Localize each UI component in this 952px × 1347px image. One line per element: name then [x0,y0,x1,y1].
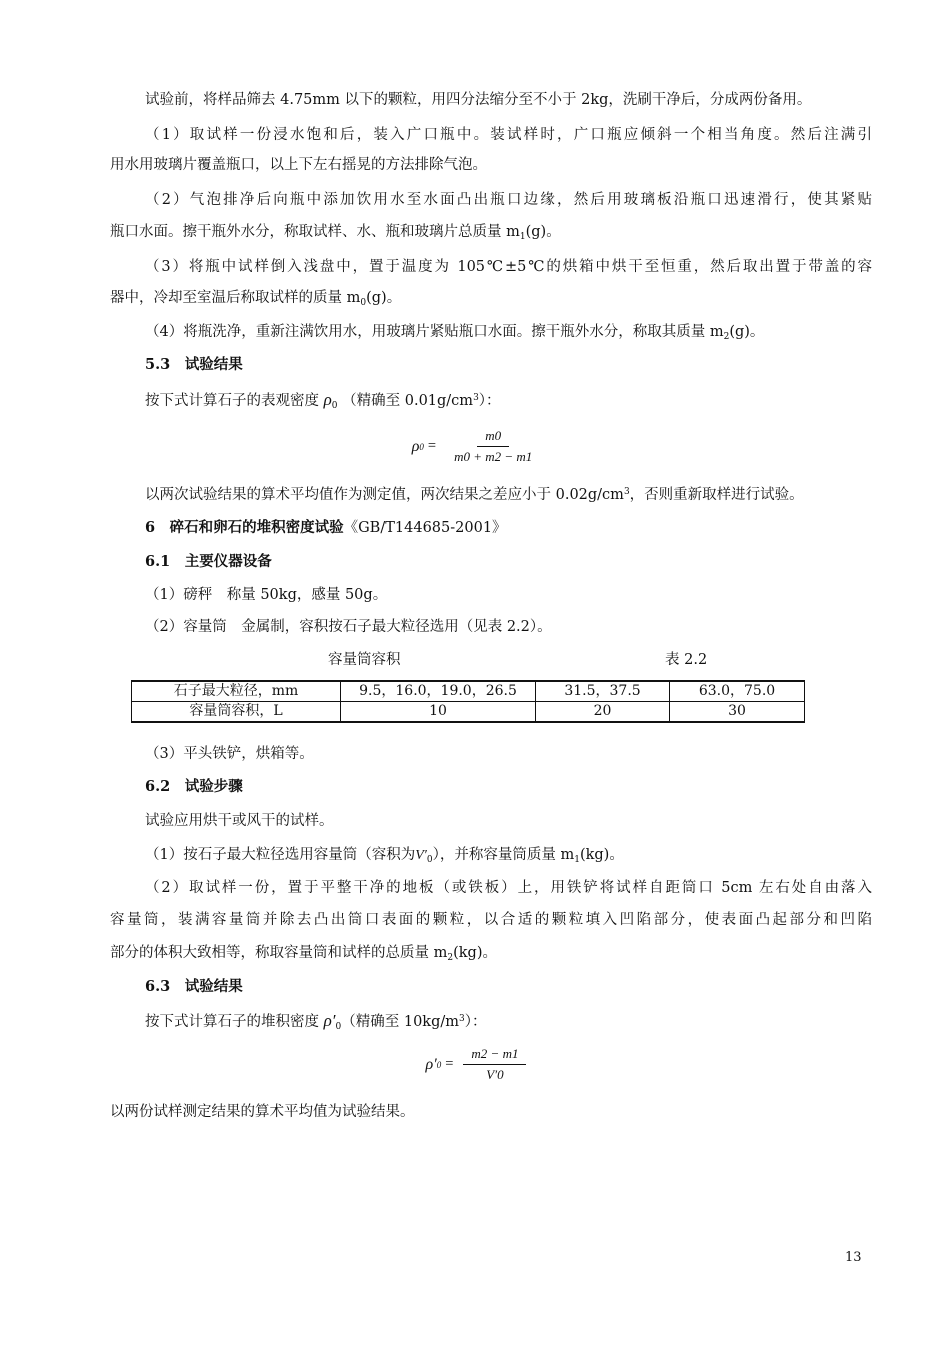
table-cell: 9.5，16.0，19.0，26.5 [341,681,536,702]
table-cell: 容量筒容积，L [132,702,341,723]
paragraph-bulk-density: 按下式计算石子的堆积密度 $\rho'_0$（精确至 $10kg/m^3$）： [145,1011,487,1032]
page-number: 13 [845,1250,862,1265]
paragraph-step2-line2: 瓶口水面。擦干瓶外水分，称取试样、水、瓶和玻璃片总质量 $m_1(g)$。 [110,224,561,242]
table-cell: 20 [536,702,670,723]
heading-6-2: 6.2 试验步骤 [145,778,243,795]
paragraph-step1-line2: 用水用玻璃片覆盖瓶口，以上下左右摇晃的方法排除气泡。 [110,157,487,173]
heading-6: 6 碎石和卵石的堆积密度试验《GB/T144685-2001》 [145,519,507,536]
table-row [132,681,805,702]
paragraph-shovel: （3）平头铁铲，烘箱等。 [145,746,314,762]
paragraph-fill-line1: （2）取试样一份，置于平整干净的地板（或铁板）上，用铁铲将试样自距筒口 5cm 左右处自由落入 [145,880,872,896]
paragraph-apparent-density: 按下式计算石子的表观密度 $\rho_0$ （精确至 $0.01g/cm^3$）： [145,390,501,411]
heading-6-1: 6.1 主要仪器设备 [145,553,272,570]
container-volume-table [131,680,805,723]
paragraph-container: （2）容量筒 金属制，容积按石子最大粒径选用（见表 2.2）。 [145,619,552,635]
paragraph-fill-line3: 部分的体积大致相等，称取容量筒和试样的总质量 $m_2(kg)$。 [110,945,497,963]
heading-5-3: 5.3 试验结果 [145,356,243,373]
table-title: 容量筒容积 [328,652,401,668]
paragraph-scale: （1）磅秤 称量 50kg，感量 50g。 [145,587,388,603]
formula-bulk-density: ρ′ 0 = $\frac{m2 - m1}{V'0}$ [0,1046,952,1083]
paragraph-step3-line1: （3）将瓶中试样倒入浅盘中，置于温度为 105℃±5℃的烘箱中烘干至恒重，然后取出置于带盖的容 [145,259,872,275]
table-cell: 31.5，37.5 [536,681,670,702]
heading-6-3: 6.3 试验结果 [145,978,243,995]
table-cell: 63.0，75.0 [670,681,805,702]
table-cell: 10 [341,702,536,723]
formula-apparent-density: ρ 0 = $\frac{m0}{m0 + m2 - m1}$ [0,428,952,465]
formula2-denominator: V′0 [486,1067,504,1082]
paragraph-step1-line1: （1）取试样一份浸水饱和后，装入广口瓶中。装试样时，广口瓶应倾斜一个相当角度。然后注满引 [145,127,872,143]
paragraph-fill-line2: 容量筒，装满容量筒并除去凸出筒口表面的颗粒，以合适的颗粒填入凹陷部分，使表面凸起部分和凹陷 [110,912,872,928]
paragraph-step4: （4）将瓶洗净，重新注满饮用水，用玻璃片紧贴瓶口水面。擦干瓶外水分，称取其质量 $m_2(g)$。 [145,324,765,342]
paragraph-sample-type: 试验应用烘干或风干的试样。 [145,813,334,829]
table-number: 表 2.2 [665,652,708,668]
paragraph-step3-line2: 器中，冷却至室温后称取试样的质量 $m_0(g)$。 [110,290,402,308]
formula1-numerator: m0 [477,428,509,447]
table-cell: 石子最大粒径，mm [132,681,341,702]
paragraph-result-note: 以两次试验结果的算术平均值作为测定值，两次结果之差应小于 $0.02g/cm^3$，否则重新取样进行试验。 [145,487,804,503]
paragraph-select-container: （1）按石子最大粒径选用容量筒（容积为$V'_0$），并称容量筒质量 $m_1(kg)$。 [145,847,624,865]
paragraph-step2-line1: （2）气泡排净后向瓶中添加饮用水至水面凸出瓶口边缘，然后用玻璃板沿瓶口迅速滑行，使其紧贴 [145,192,872,208]
paragraph-final-result: 以两份试样测定结果的算术平均值为试验结果。 [110,1104,415,1120]
table-cell: 30 [670,702,805,723]
formula2-numerator: m2 − m1 [463,1046,526,1065]
paragraph-sample-prep: 试验前，将样品筛去 4.75mm 以下的颗粒，用四分法缩分至不小于 2kg，洗刷干净后，分成两份备用。 [145,92,812,108]
table-row [132,702,805,723]
formula1-denominator: m0 + m2 − m1 [454,449,533,464]
